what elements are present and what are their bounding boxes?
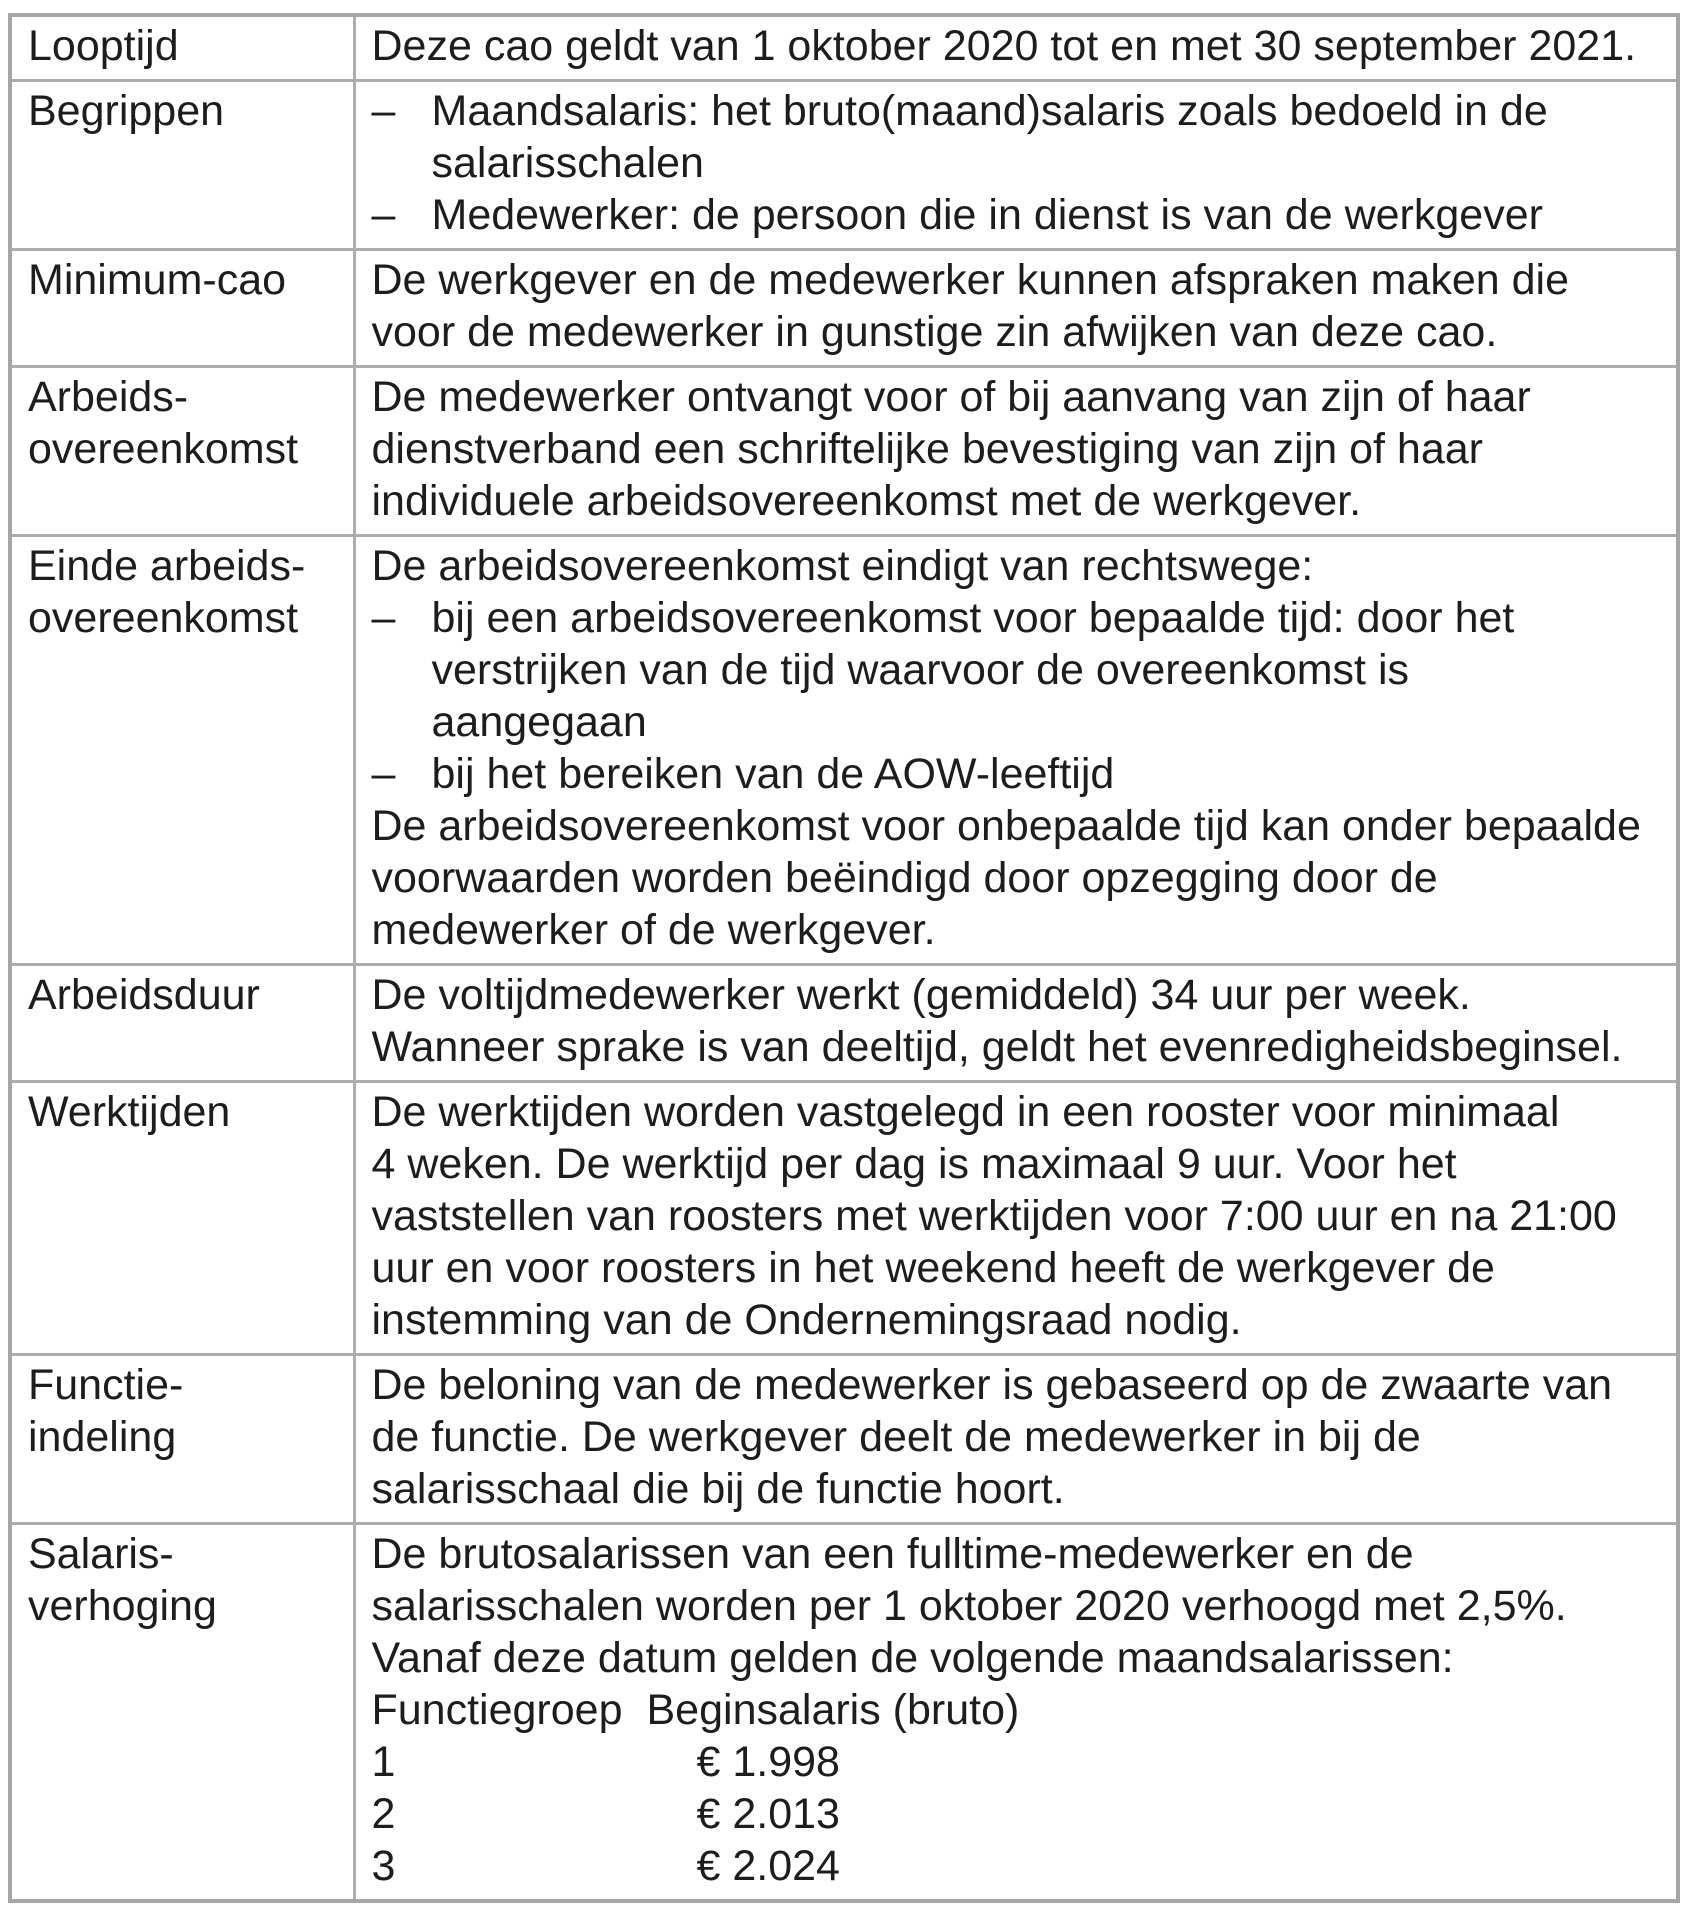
list-item-text — [432, 592, 1657, 748]
term-cell — [10, 965, 354, 1082]
text-line: De beloning van de medewerker is gebaseerd op de zwaarte van — [371, 1361, 1613, 1409]
dash-bullet: – — [371, 594, 396, 642]
text-line: de functie. De werkgever deelt de medewerker in bij de — [371, 1413, 1421, 1461]
term-cell — [10, 1524, 354, 1902]
description-cell — [354, 1355, 1678, 1524]
term-cell — [10, 250, 354, 367]
text-line: Maandsalaris: het bruto(maand)salaris zoals bedoeld in de — [431, 87, 1548, 135]
text-line: De medewerker ontvangt voor of bij aanvang van zijn of haar — [371, 373, 1531, 421]
term-cell — [10, 15, 354, 81]
list-item-text — [432, 85, 1657, 189]
paragraph-block — [372, 969, 1657, 1073]
text-line: bij het bereiken van de AOW-leeftijd — [431, 750, 1115, 798]
salary-table — [372, 1684, 1657, 1892]
table-row — [10, 1355, 1678, 1524]
description-cell — [354, 1524, 1678, 1902]
salary-amount: € 2.013 — [696, 1790, 840, 1838]
list-item-text — [432, 748, 1657, 800]
description-cell — [354, 81, 1678, 250]
salary-row — [372, 1840, 1657, 1892]
text-line: instemming van de Ondernemingsraad nodig. — [371, 1296, 1242, 1344]
table-row — [10, 81, 1678, 250]
term-cell — [10, 536, 354, 965]
term-label: Functie- — [28, 1361, 184, 1409]
term-label: Salaris- — [28, 1530, 174, 1578]
cao-summary-table — [8, 13, 1680, 1903]
text-line: Medewerker: de persoon die in dienst is van de werkgever — [431, 191, 1543, 239]
description-cell — [354, 965, 1678, 1082]
term-label: overeenkomst — [28, 594, 299, 642]
paragraph-block — [372, 254, 1657, 358]
text-line: salarisschalen — [431, 139, 704, 187]
salary-group-number: 1 — [371, 1738, 396, 1786]
term-label: Werktijden — [28, 1088, 231, 1136]
description-cell — [354, 1082, 1678, 1355]
list-item — [372, 748, 1657, 800]
text-line: medewerker of de werkgever. — [371, 906, 936, 954]
paragraph-block — [372, 1359, 1657, 1515]
salary-header-functiegroep: Functiegroep — [371, 1686, 623, 1734]
paragraph-block — [372, 371, 1657, 527]
table-row — [10, 250, 1678, 367]
text-line: verstrijken van de tijd waarvoor de overeenkomst is — [431, 646, 1409, 694]
salary-row — [372, 1736, 1657, 1788]
term-cell — [10, 367, 354, 536]
list-item-text — [432, 189, 1657, 241]
term-label: Minimum-cao — [28, 256, 287, 304]
paragraph-block — [372, 540, 1657, 592]
term-label: Einde arbeids- — [28, 542, 306, 590]
text-line: Vanaf deze datum gelden de volgende maandsalarissen: — [371, 1634, 1454, 1682]
term-label: Begrippen — [28, 87, 225, 135]
cao-table-body — [10, 15, 1678, 1901]
text-line: salarisschaal die bij de functie hoort. — [371, 1465, 1065, 1513]
dash-bullet: – — [371, 191, 396, 239]
table-row — [10, 1082, 1678, 1355]
description-cell — [354, 367, 1678, 536]
text-line: Wanneer sprake is van deeltijd, geldt het evenredigheidsbeginsel. — [371, 1023, 1623, 1071]
table-row — [10, 965, 1678, 1082]
description-cell — [354, 250, 1678, 367]
term-label: Arbeidsduur — [28, 971, 260, 1019]
term-label: overeenkomst — [28, 425, 299, 473]
description-cell — [354, 15, 1678, 81]
list-item — [372, 189, 1657, 241]
table-row — [10, 15, 1678, 81]
list-item — [372, 85, 1657, 189]
table-row — [10, 1524, 1678, 1902]
text-line: De arbeidsovereenkomst eindigt van rechtswege: — [371, 542, 1314, 590]
paragraph-block — [372, 1528, 1657, 1684]
salary-amount: € 2.024 — [696, 1842, 840, 1890]
term-cell — [10, 1355, 354, 1524]
salary-group-number: 2 — [371, 1790, 396, 1838]
salary-group-number: 3 — [371, 1842, 396, 1890]
text-line: bij een arbeidsovereenkomst voor bepaalde tijd: door het — [431, 594, 1515, 642]
text-line: voorwaarden worden beëindigd door opzegging door de — [371, 854, 1438, 902]
text-line: 4 weken. De werktijd per dag is maximaal 9 uur. Voor het — [371, 1140, 1457, 1188]
text-line: vaststellen van roosters met werktijden voor 7:00 uur en na 21:00 — [371, 1192, 1617, 1240]
text-line: Deze cao geldt van 1 oktober 2020 tot en met 30 september 2021. — [371, 22, 1637, 70]
salary-table-header — [372, 1684, 1657, 1736]
text-line: aangegaan — [431, 698, 647, 746]
text-line: individuele arbeidsovereenkomst met de werkgever. — [371, 477, 1362, 525]
paragraph-block — [372, 20, 1657, 72]
text-line: uur en voor roosters in het weekend heeft de werkgever de — [371, 1244, 1495, 1292]
term-label: indeling — [28, 1413, 177, 1461]
text-line: salarisschalen worden per 1 oktober 2020 verhoogd met 2,5%. — [371, 1582, 1567, 1630]
term-label: verhoging — [28, 1582, 217, 1630]
term-label: Looptijd — [28, 22, 179, 70]
salary-amount: € 1.998 — [696, 1738, 840, 1786]
text-line: De werkgever en de medewerker kunnen afspraken maken die — [371, 256, 1569, 304]
paragraph-block — [372, 1086, 1657, 1346]
term-cell — [10, 81, 354, 250]
salary-row — [372, 1788, 1657, 1840]
salary-header-beginsalaris: Beginsalaris (bruto) — [646, 1686, 1020, 1734]
text-line: De arbeidsovereenkomst voor onbepaalde tijd kan onder bepaalde — [371, 802, 1641, 850]
dash-bullet: – — [371, 750, 396, 798]
description-cell — [354, 536, 1678, 965]
table-row — [10, 367, 1678, 536]
text-line: voor de medewerker in gunstige zin afwijken van deze cao. — [371, 308, 1498, 356]
term-cell — [10, 1082, 354, 1355]
dash-bullet: – — [371, 87, 396, 135]
term-label: Arbeids- — [28, 373, 189, 421]
paragraph-block — [372, 800, 1657, 956]
text-line: De brutosalarissen van een fulltime-medewerker en de — [371, 1530, 1414, 1578]
text-line: dienstverband een schriftelijke bevestiging van zijn of haar — [371, 425, 1483, 473]
table-row — [10, 536, 1678, 965]
text-line: De werktijden worden vastgelegd in een rooster voor minimaal — [371, 1088, 1560, 1136]
list-item — [372, 592, 1657, 748]
text-line: De voltijdmedewerker werkt (gemiddeld) 34 uur per week. — [371, 971, 1471, 1019]
